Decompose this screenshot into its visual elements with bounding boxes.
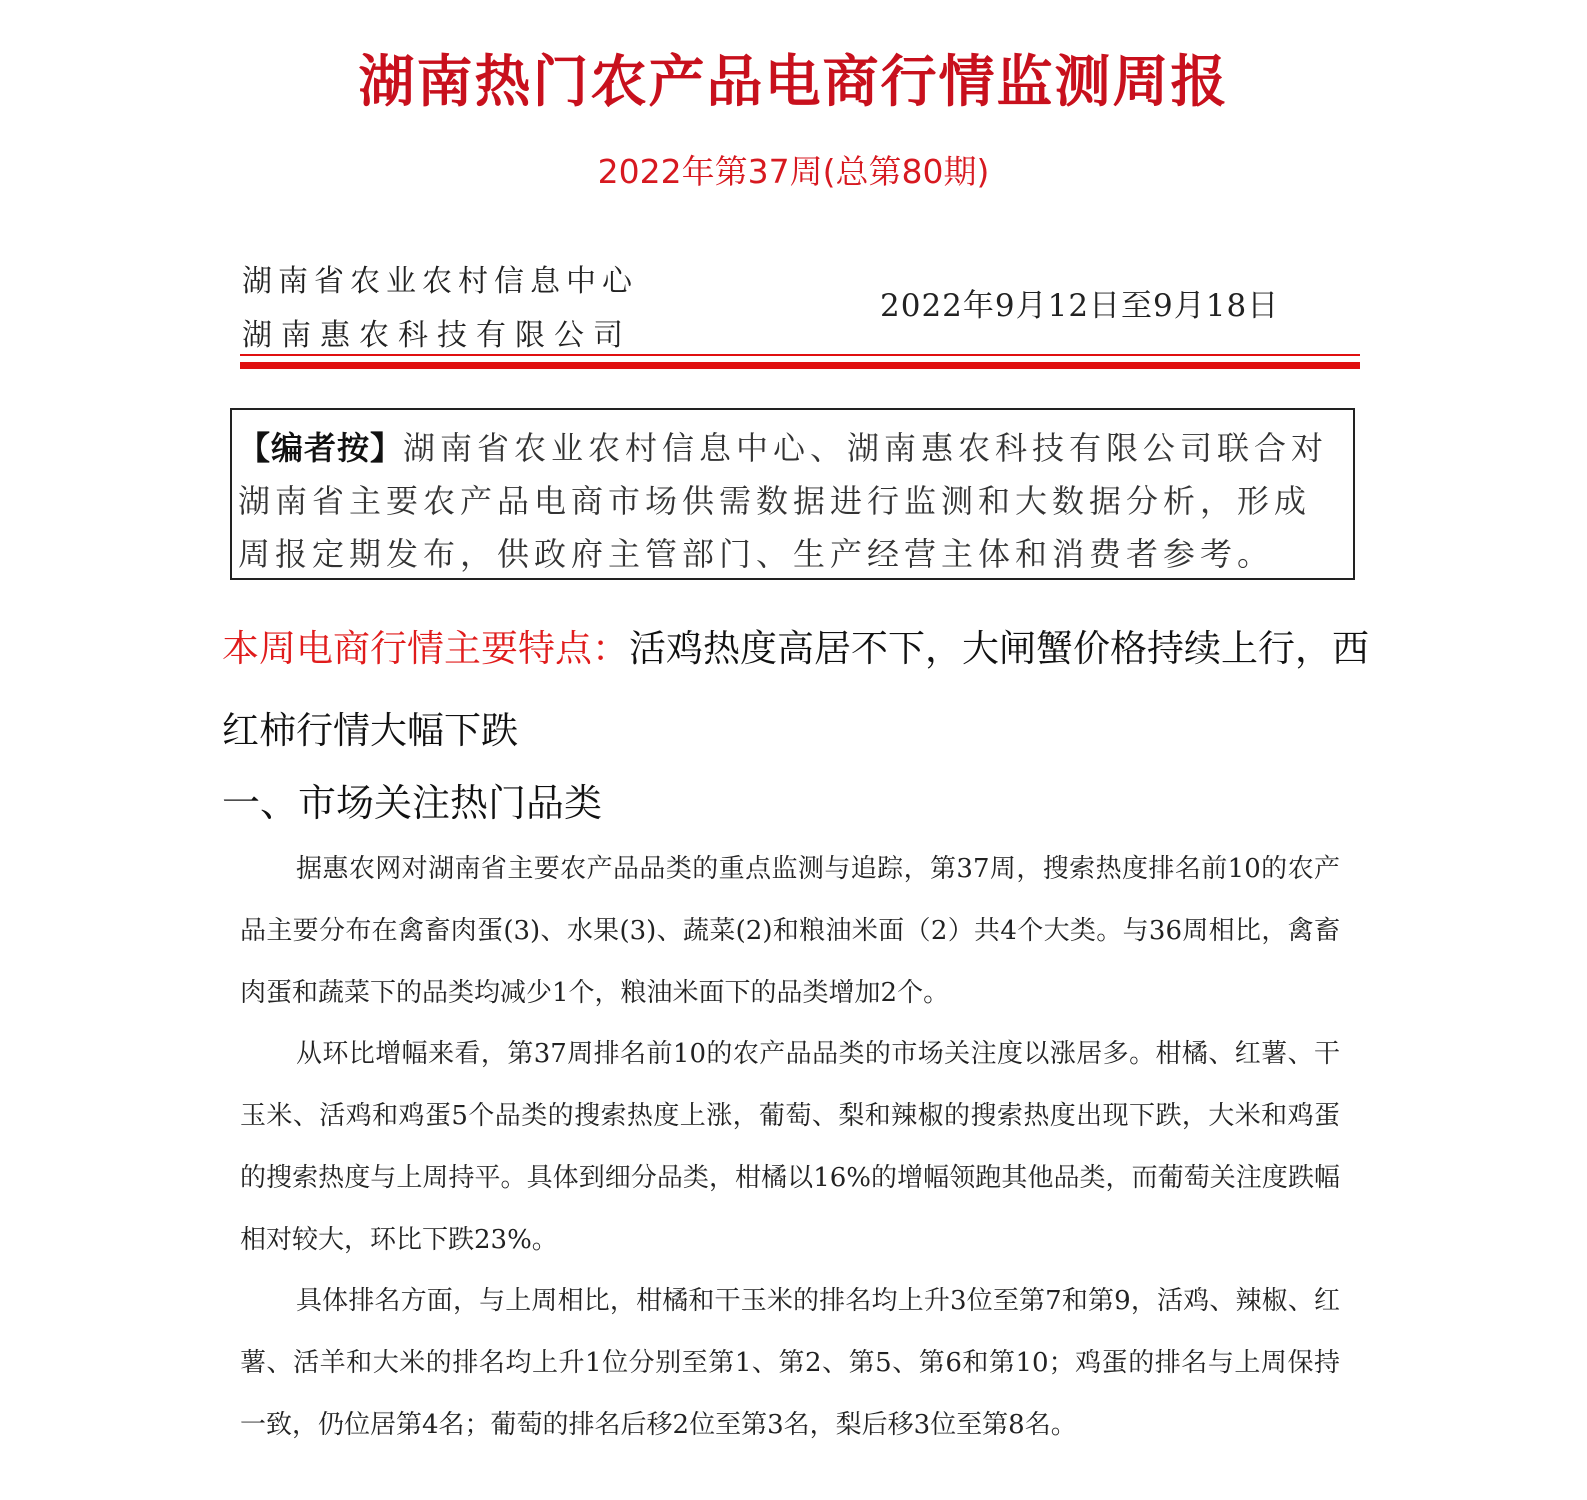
paragraph-3: 具体排名方面，与上周相比，柑橘和干玉米的排名均上升3位至第7和第9，活鸡、辣椒、红薯、活羊和大米的排名均上升1位分别至第1、第2、第5、第6和第10；鸡蛋的排名与上周保持一致，仍位居第4名；葡萄的排名后移2位至第3名，梨后移3位至第8名。 (240, 1286, 1340, 1440)
editor-note-text: 湖南省农业农村信息中心、湖南惠农科技有限公司联合对湖南省主要农产品电商市场供需数据进行监测和大数据分析，形成周报定期发布，供政府主管部门、生产经营主体和消费者参考。 (238, 429, 1329, 573)
publisher-org-2: 湖南惠农科技有限公司 (242, 318, 632, 353)
paragraph-2: 从环比增幅来看，第37周排名前10的农产品品类的市场关注度以涨居多。柑橘、红薯、干玉米、活鸡和鸡蛋5个品类的搜索热度上涨，葡萄、梨和辣椒的搜索热度出现下跌，大米和鸡蛋的搜索热度与上周持平。具体到细分品类，柑橘以16%的增幅领跑其他品类，而葡萄关注度跌幅相对较大，环比下跌23%。 (240, 1039, 1340, 1255)
report-issue: 2022年第37周(总第80期) (597, 152, 990, 191)
editor-note-box (230, 408, 1355, 580)
publisher-org-1: 湖南省农业农村信息中心 (242, 264, 638, 299)
highlight-text: 活鸡热度高居不下，大闸蟹价格持续上行，西红柿行情大幅下跌 (222, 627, 1369, 752)
section-heading: 一、市场关注热门品类 (222, 781, 603, 825)
report-date-range: 2022年9月12日至9月18日 (880, 288, 1280, 324)
header-divider-thin (240, 354, 1360, 356)
report-title: 湖南热门农产品电商行情监测周报 (358, 49, 1229, 115)
editor-note-tag: 【编者按】 (238, 429, 404, 467)
header-divider-thick (240, 362, 1360, 369)
paragraph-1: 据惠农网对湖南省主要农产品品类的重点监测与追踪，第37周，搜索热度排名前10的农产品主要分布在禽畜肉蛋(3)、水果(3)、蔬菜(2)和粮油米面（2）共4个大类。与36周相比，禽畜肉蛋和蔬菜下的品类均减少1个，粮油米面下的品类增加2个。 (240, 854, 1341, 1008)
highlight-label: 本周电商行情主要特点： (222, 627, 629, 670)
weekly-highlight (222, 608, 1402, 772)
